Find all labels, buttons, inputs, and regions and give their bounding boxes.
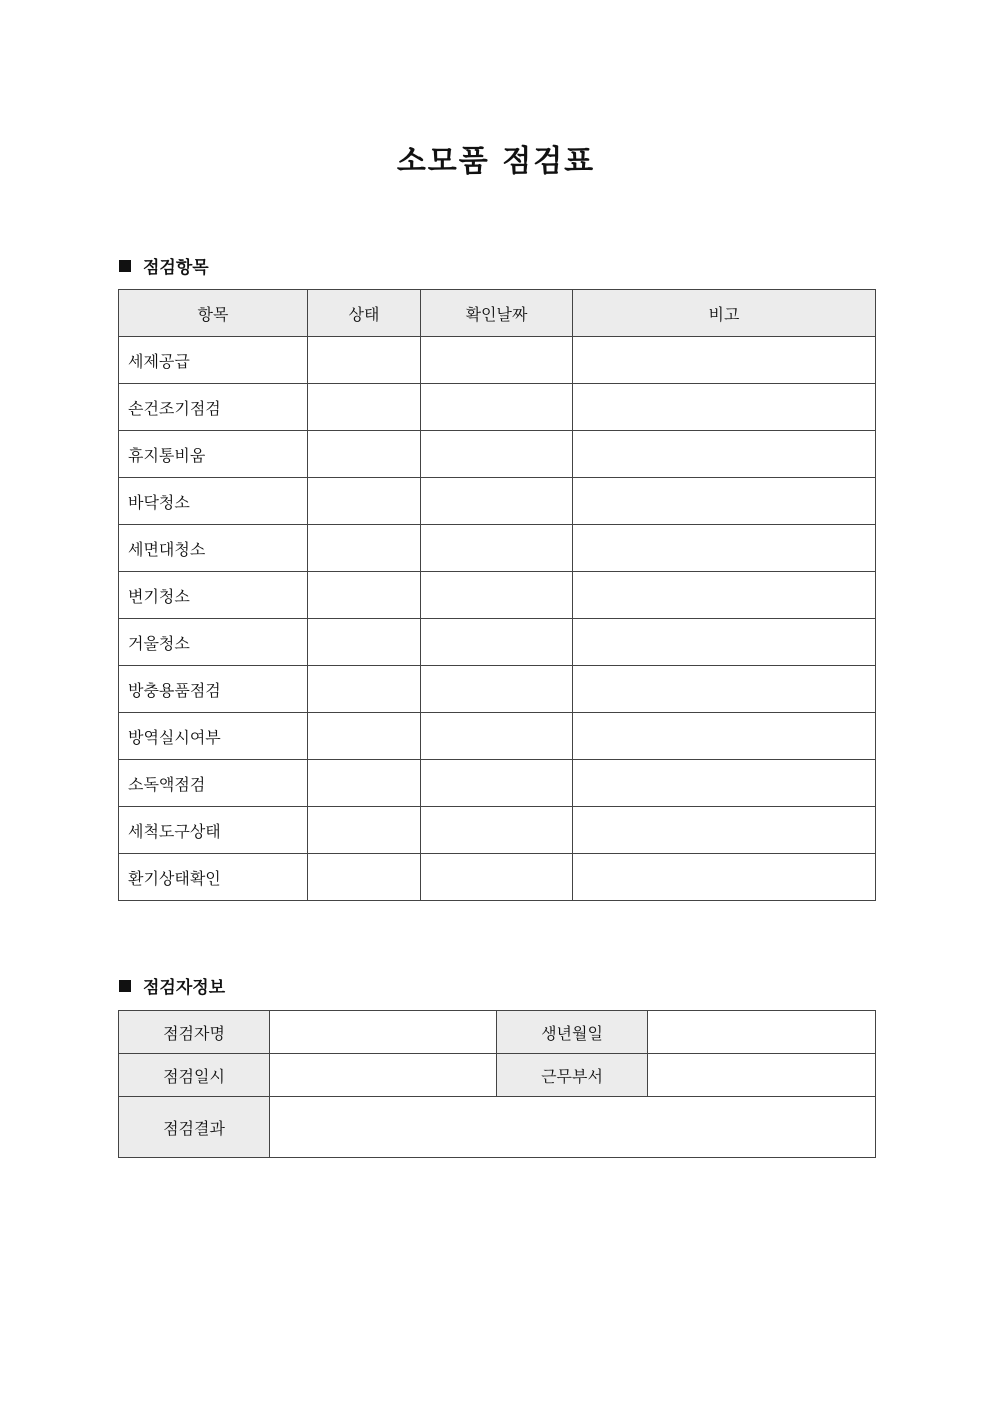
remarks-cell[interactable] xyxy=(573,384,876,431)
section-title-inspector-info xyxy=(119,973,225,998)
remarks-cell[interactable] xyxy=(573,713,876,760)
item-name-cell: 세면대청소 xyxy=(119,525,308,572)
item-name-cell: 바닥청소 xyxy=(119,478,308,525)
item-name-cell: 변기청소 xyxy=(119,572,308,619)
item-name-cell: 휴지통비움 xyxy=(119,431,308,478)
label-inspection-datetime: 점검일시 xyxy=(119,1054,270,1097)
table-row xyxy=(119,384,876,431)
status-cell[interactable] xyxy=(308,572,421,619)
check-date-cell[interactable] xyxy=(421,431,573,478)
remarks-cell[interactable] xyxy=(573,478,876,525)
item-name-cell: 소독액점검 xyxy=(119,760,308,807)
table-row xyxy=(119,619,876,666)
black-square-icon xyxy=(119,260,131,272)
item-name-cell: 손건조기점검 xyxy=(119,384,308,431)
remarks-cell[interactable] xyxy=(573,431,876,478)
section-title-text: 점검자정보 xyxy=(143,978,226,998)
table-row xyxy=(119,713,876,760)
input-inspection-result[interactable] xyxy=(270,1097,876,1158)
check-date-cell[interactable] xyxy=(421,478,573,525)
black-square-icon xyxy=(119,980,131,992)
input-inspection-datetime[interactable] xyxy=(270,1054,497,1097)
status-cell[interactable] xyxy=(308,619,421,666)
check-date-cell[interactable] xyxy=(421,666,573,713)
header-item: 항목 xyxy=(119,290,308,337)
header-remarks: 비고 xyxy=(573,290,876,337)
remarks-cell[interactable] xyxy=(573,760,876,807)
label-department: 근무부서 xyxy=(497,1054,648,1097)
header-status: 상태 xyxy=(308,290,421,337)
table-row xyxy=(119,431,876,478)
status-cell[interactable] xyxy=(308,807,421,854)
section-title-inspection-items xyxy=(119,253,209,278)
remarks-cell[interactable] xyxy=(573,666,876,713)
check-date-cell[interactable] xyxy=(421,525,573,572)
status-cell[interactable] xyxy=(308,854,421,901)
check-date-cell[interactable] xyxy=(421,713,573,760)
status-cell[interactable] xyxy=(308,478,421,525)
item-name-cell: 방역실시여부 xyxy=(119,713,308,760)
table-row xyxy=(119,525,876,572)
page-title: 소모품 점검표 xyxy=(396,144,596,179)
status-cell[interactable] xyxy=(308,713,421,760)
check-date-cell[interactable] xyxy=(421,807,573,854)
remarks-cell[interactable] xyxy=(573,337,876,384)
section-title-text: 점검항목 xyxy=(143,258,209,278)
table-row xyxy=(119,478,876,525)
table-row xyxy=(119,760,876,807)
table-row xyxy=(119,1097,876,1158)
table-row xyxy=(119,572,876,619)
table-header-row xyxy=(119,290,876,337)
item-name-cell: 방충용품점검 xyxy=(119,666,308,713)
inspection-items-table xyxy=(118,289,876,901)
label-birth-date: 생년월일 xyxy=(497,1011,648,1054)
check-date-cell[interactable] xyxy=(421,572,573,619)
check-date-cell[interactable] xyxy=(421,619,573,666)
check-date-cell[interactable] xyxy=(421,337,573,384)
check-date-cell[interactable] xyxy=(421,760,573,807)
item-name-cell: 거울청소 xyxy=(119,619,308,666)
check-date-cell[interactable] xyxy=(421,854,573,901)
label-inspection-result: 점검결과 xyxy=(119,1097,270,1158)
item-name-cell: 세척도구상태 xyxy=(119,807,308,854)
status-cell[interactable] xyxy=(308,525,421,572)
table-row xyxy=(119,854,876,901)
table-row xyxy=(119,807,876,854)
inspector-info-table xyxy=(118,1010,876,1158)
remarks-cell[interactable] xyxy=(573,572,876,619)
remarks-cell[interactable] xyxy=(573,619,876,666)
status-cell[interactable] xyxy=(308,337,421,384)
table-row xyxy=(119,1011,876,1054)
remarks-cell[interactable] xyxy=(573,854,876,901)
item-name-cell: 세제공급 xyxy=(119,337,308,384)
status-cell[interactable] xyxy=(308,431,421,478)
input-department[interactable] xyxy=(648,1054,876,1097)
status-cell[interactable] xyxy=(308,384,421,431)
check-date-cell[interactable] xyxy=(421,384,573,431)
header-check-date: 확인날짜 xyxy=(421,290,573,337)
table-row xyxy=(119,337,876,384)
status-cell[interactable] xyxy=(308,760,421,807)
input-inspector-name[interactable] xyxy=(270,1011,497,1054)
status-cell[interactable] xyxy=(308,666,421,713)
item-name-cell: 환기상태확인 xyxy=(119,854,308,901)
table-row xyxy=(119,1054,876,1097)
label-inspector-name: 점검자명 xyxy=(119,1011,270,1054)
input-birth-date[interactable] xyxy=(648,1011,876,1054)
remarks-cell[interactable] xyxy=(573,807,876,854)
table-row xyxy=(119,666,876,713)
remarks-cell[interactable] xyxy=(573,525,876,572)
items-table-body xyxy=(119,337,876,901)
